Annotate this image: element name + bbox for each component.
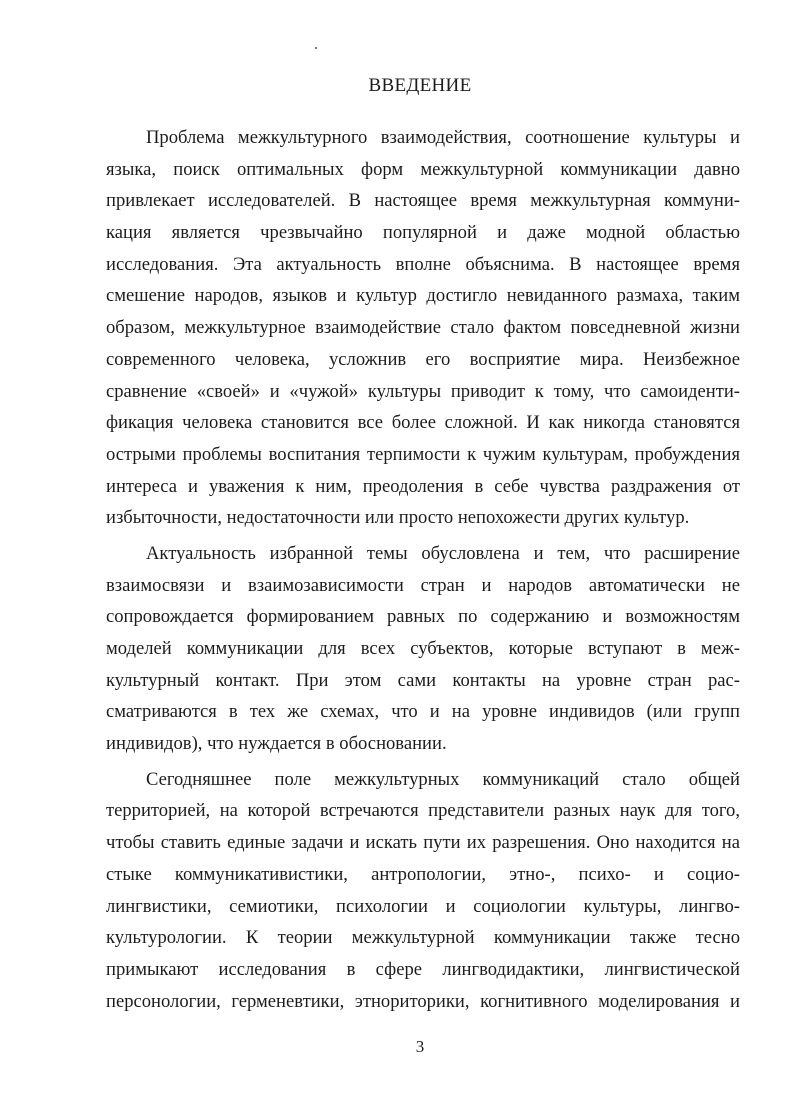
text-line: смешение народов, языков и культур достигло невиданного размаха, таким [106,285,740,307]
text-line: острыми проблемы воспитания терпимости к чужим культурам, пробуждения [106,443,740,465]
text-line: образом, межкультурное взаимодействие стало фактом повседневной жизни [106,317,740,339]
text-line: культурологии. К теории межкультурной коммуникации также тесно [106,927,740,949]
text-line: примыкают исследования в сфере лингводидактики, лингвистической [106,958,740,980]
text-line: культурный контакт. При этом сами контакты на уровне стран рас- [106,669,740,691]
text-line: сравнение «своей» и «чужой» культуры приводит к тому, что самоиденти- [106,380,740,402]
page-number: 3 [415,1037,425,1056]
text-line: персонологии, герменевтики, этнориторики, когнитивного моделирования и [106,990,740,1012]
text-line: чтобы ставить единые задачи и искать пути их разрешения. Оно находится на [106,832,740,854]
text-line: фикация человека становится все более сложной. И как никогда становятся [106,412,740,434]
text-line: моделей коммуникации для всех субъектов, которые вступают в меж- [106,638,740,659]
text-line: лингвистики, семиотики, психологии и социологии культуры, лингво- [106,895,740,917]
paragraph-1 [106,122,740,534]
text-line: интереса и уважения к ним, преодоления в себе чувства раздражения от [106,475,740,497]
text-line: территорией, на которой встречаются представители разных наук для того, [106,800,740,822]
text-line: сопровождается формированием равных по содержанию и возможностям [106,606,740,628]
body-text [106,122,740,1021]
scan-speck [315,47,317,49]
paragraph-2 [106,538,740,760]
text-line: современного человека, усложнив его восприятие мира. Неизбежное [106,348,740,370]
text-line: взаимосвязи и взаимозависимости стран и народов автоматически не [106,574,740,596]
text-line: индивидов), что нуждается в обосновании. [106,733,447,755]
text-line: привлекает исследователей. В настоящее время межкультурная коммуни- [106,190,740,212]
text-line: Актуальность избранной темы обусловлена и тем, что расширение [146,542,740,564]
text-line: кация является чрезвычайно популярной и даже модной областью [106,222,740,244]
text-line: языка, поиск оптимальных форм межкультурной коммуникации давно [106,158,740,180]
text-line: избыточности, недостаточности или просто непохожести других культур. [106,507,690,529]
page-title: ВВЕДЕНИЕ [368,75,472,96]
text-line: исследования. Эта актуальность вполне объяснима. В настоящее время [106,253,740,275]
paragraph-3 [106,764,740,1018]
text-line: Проблема межкультурного взаимодействия, соотношение культуры и [146,127,740,148]
text-line: сматриваются в тех же схемах, что и на уровне индивидов (или групп [106,701,740,723]
text-line: Сегодняшнее поле межкультурных коммуникаций стало общей [146,768,740,790]
text-line: стыке коммуникативистики, антропологии, этно-, психо- и социо- [106,863,740,885]
